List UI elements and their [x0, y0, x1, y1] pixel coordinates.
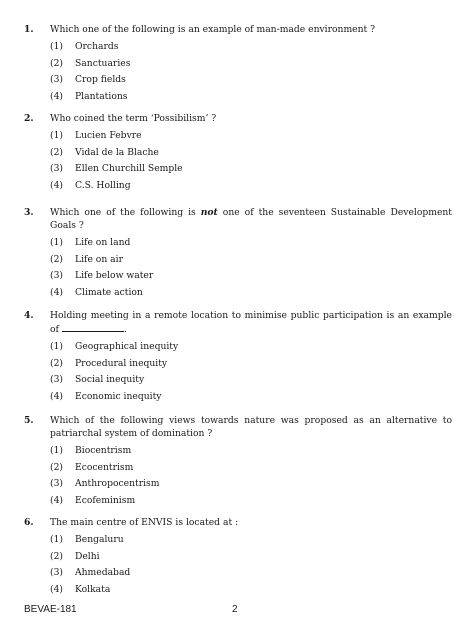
option-number: (1) [50, 237, 64, 248]
option-number: (2) [50, 253, 64, 265]
option [50, 493, 452, 510]
option-number: (4) [50, 179, 64, 191]
option [50, 285, 452, 302]
option-number: (4) [50, 583, 64, 595]
option [50, 372, 452, 389]
option [50, 476, 452, 493]
option-text: Procedural inequity [75, 357, 168, 369]
option-number: (3) [50, 270, 64, 281]
option-text: Geographical inequity [75, 341, 179, 352]
option [50, 532, 452, 549]
option-text: Vidal de la Blache [75, 146, 159, 158]
option [50, 145, 452, 162]
option-text: Bengaluru [75, 534, 124, 545]
option-text: Life below water [75, 270, 154, 281]
option-text: Ellen Churchill Semple [75, 163, 183, 174]
option-number: (4) [50, 90, 64, 102]
fill-in-blank [62, 322, 124, 332]
option-number: (2) [50, 357, 64, 369]
question-text: Which one of the following is not one of the seventeen Sustainable Development Goals ? [50, 207, 453, 231]
option-text: Delhi [75, 550, 100, 562]
option [50, 39, 452, 56]
question-number: 1. [24, 24, 34, 35]
option [50, 582, 452, 599]
option [50, 339, 452, 356]
option [50, 178, 452, 195]
option-number: (2) [50, 461, 64, 473]
question-3 [24, 206, 452, 301]
course-code: BEVAE-181 [24, 604, 77, 615]
question-1 [24, 23, 452, 105]
option-text: Orchards [75, 41, 119, 52]
option-number: (1) [50, 341, 64, 352]
option-text: Life on air [75, 253, 123, 265]
option-number: (4) [50, 494, 64, 506]
option-text: Sanctuaries [75, 57, 131, 69]
option-text: Crop fields [75, 74, 126, 85]
option-text: Plantations [75, 90, 128, 102]
question-5 [24, 414, 452, 509]
option [50, 56, 452, 73]
option [50, 356, 452, 373]
question-4 [24, 309, 452, 405]
option-number: (3) [50, 163, 64, 174]
option [50, 460, 452, 477]
option-text: Social inequity [75, 374, 145, 385]
option-number: (3) [50, 374, 64, 385]
option [50, 161, 452, 178]
option-number: (1) [50, 534, 64, 545]
option-text: Biocentrism [75, 445, 132, 456]
question-2 [24, 112, 452, 194]
question-number: 2. [24, 113, 34, 124]
option-number: (1) [50, 445, 64, 456]
option [50, 252, 452, 269]
option-text: Ecofeminism [75, 494, 136, 506]
option-text: Ahmedabad [75, 567, 131, 578]
option-number: (2) [50, 146, 64, 158]
option [50, 389, 452, 406]
option-text: Economic inequity [75, 390, 162, 402]
option-text: Anthropocentrism [75, 478, 160, 489]
option-text: Ecocentrism [75, 461, 134, 473]
question-text: The main centre of ENVIS is located at : [50, 517, 239, 528]
option-number: (3) [50, 74, 64, 85]
option-number: (2) [50, 550, 64, 562]
option-number: (1) [50, 130, 64, 141]
question-text: Who coined the term ‘Possibilism’ ? [50, 113, 217, 124]
option-text: Lucien Febvre [75, 130, 142, 141]
option [50, 72, 452, 89]
option-text: Kolkata [75, 583, 111, 595]
option [50, 128, 452, 145]
question-number: 3. [24, 207, 34, 218]
question-text: Holding meeting in a remote location to minimise public participation is an example of . [50, 310, 452, 335]
emphasis-not: not [200, 207, 218, 218]
question-6 [24, 516, 452, 598]
option [50, 268, 452, 285]
option-text: C.S. Holling [75, 179, 131, 191]
option-number: (2) [50, 57, 64, 69]
option-number: (3) [50, 567, 64, 578]
page-number: 2 [232, 604, 238, 615]
question-text: Which of the following views towards nature was proposed as an alternative to patriarchal system of domination ? [50, 415, 452, 439]
question-text: Which one of the following is an example of man-made environment ? [50, 24, 376, 35]
option-number: (3) [50, 478, 64, 489]
option-number: (1) [50, 41, 64, 52]
option [50, 549, 452, 566]
option-number: (4) [50, 390, 64, 402]
question-number: 6. [24, 517, 34, 528]
option-text: Climate action [75, 286, 143, 298]
option [50, 89, 452, 106]
option-text: Life on land [75, 237, 131, 248]
option [50, 443, 452, 460]
option [50, 235, 452, 252]
option-number: (4) [50, 286, 64, 298]
option [50, 565, 452, 582]
question-number: 5. [24, 415, 34, 426]
question-number: 4. [24, 310, 34, 321]
